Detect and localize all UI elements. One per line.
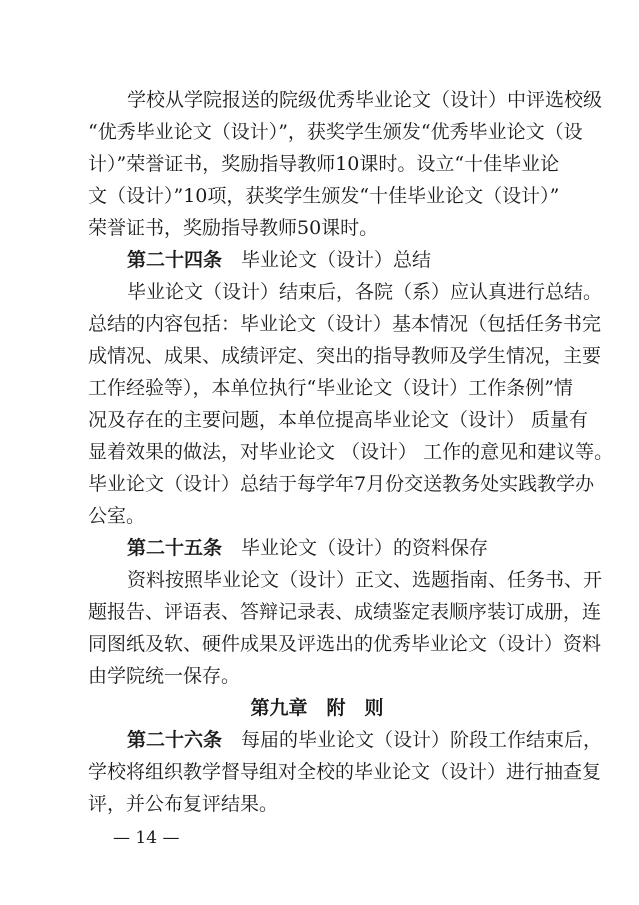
article-24-heading <box>127 244 431 276</box>
paragraph-line: 毕业论文（设计）结束后，各院（系）应认真进行总结。 <box>127 281 603 303</box>
paragraph-line: 成情况、成果、成绩评定、突出的指导教师及学生情况，主要 <box>88 345 602 367</box>
article-number: 第二十五条 <box>127 537 223 559</box>
article-26-first-line <box>127 724 603 756</box>
paragraph-line: 学校从学院报送的院级优秀毕业论文（设计）中评选校级 <box>127 89 603 111</box>
paragraph-line: 题报告、评语表、答辩记录表、成绩鉴定表顺序装订成册，连 <box>88 601 602 623</box>
page-number: — 14 — <box>113 828 180 848</box>
article-number: 第二十四条 <box>127 249 223 271</box>
article-title: 毕业论文（设计）的资料保存 <box>241 537 489 559</box>
article-number: 第二十六条 <box>127 729 223 751</box>
paragraph-line: 总结的内容包括：毕业论文（设计）基本情况（包括任务书完 <box>88 313 602 335</box>
article-25-heading <box>127 532 488 564</box>
paragraph-line: 资料按照毕业论文（设计）正文、选题指南、任务书、开 <box>127 569 603 591</box>
paragraph-line: 同图纸及软、硬件成果及评选出的优秀毕业论文（设计）资料 <box>88 633 602 655</box>
paragraph-line: 况及存在的主要问题，本单位提高毕业论文（设计） 质量有 <box>88 409 589 431</box>
paragraph-line: 工作经验等），本单位执行“毕业论文（设计）工作条例”情 <box>88 377 573 399</box>
paragraph-line: 荣誉证书，奖励指导教师50课时。 <box>88 217 379 239</box>
article-text: 每届的毕业论文（设计）阶段工作结束后， <box>241 729 603 751</box>
paragraph-line: 评，并公布复评结果。 <box>88 793 279 815</box>
paragraph-line: 毕业论文（设计）总结于每学年7月份交送教务处实践教学办 <box>88 473 595 495</box>
paragraph-line: “优秀毕业论文（设计）”，获奖学生颁发“优秀毕业论文（设 <box>88 121 583 143</box>
paragraph-line: 文（设计）”10项，获奖学生颁发“十佳毕业论文（设计）” <box>88 185 560 207</box>
paragraph-line: 学校将组织教学督导组对全校的毕业论文（设计）进行抽查复 <box>88 761 602 783</box>
paragraph-line: 公室。 <box>88 505 146 527</box>
paragraph-line: 显着效果的做法，对毕业论文 （设计） 工作的意见和建议等。 <box>88 441 614 463</box>
paragraph-line: 由学院统一保存。 <box>88 665 241 687</box>
article-title: 毕业论文（设计）总结 <box>241 249 432 271</box>
chapter-title: 第九章 附 则 <box>250 697 384 719</box>
paragraph-line: 计）”荣誉证书，奖励指导教师10课时。设立“十佳毕业论 <box>88 153 560 175</box>
